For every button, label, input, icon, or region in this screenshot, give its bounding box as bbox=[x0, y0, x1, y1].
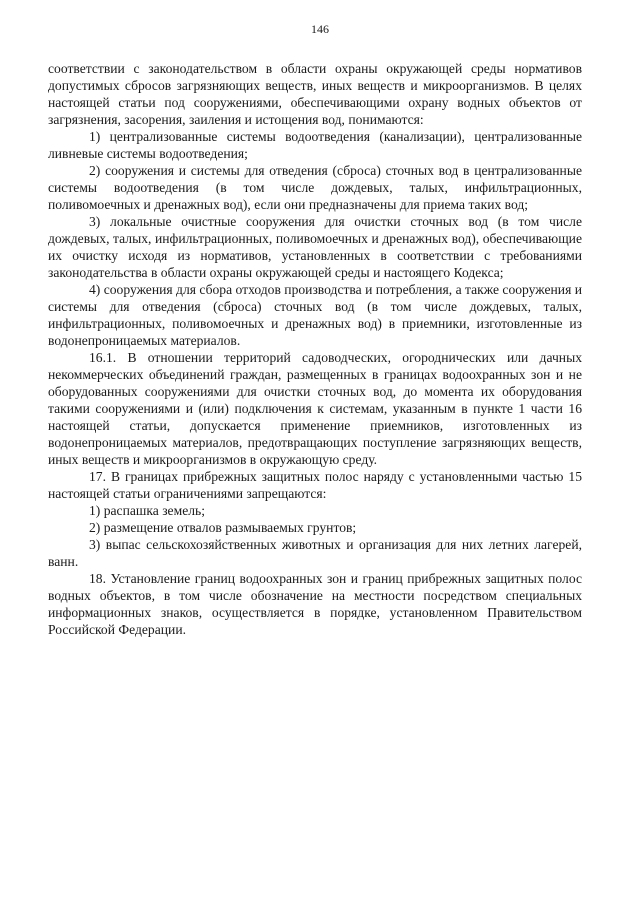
paragraph-item-4: 4) сооружения для сбора отходов производства и потребления, а также сооружения и системы для отведения (сброса) сточных вод (в том числе дождевых, талых, инфильтрационных, поливомоечных и дренажных вод) в приемники, изготовленные из водонепроницаемых материалов. bbox=[48, 282, 583, 348]
page-number: 146 bbox=[311, 22, 329, 36]
paragraph-17-item-1: 1) распашка земель; bbox=[89, 503, 205, 518]
paragraph-section-18: 18. Установление границ водоохранных зон и границ прибрежных защитных полос водных объектов, в том числе обозначение на местности посредством специальных информационных знаков, осуществляется в порядке, установленном Правительством Российской Федерации. bbox=[48, 571, 582, 637]
paragraph-section-17: 17. В границах прибрежных защитных полос наряду с установленными частью 15 настоящей статьи ограничениями запрещаются: bbox=[48, 469, 582, 501]
paragraph-item-3: 3) локальные очистные сооружения для очистки сточных вод (в том числе дождевых, талых, инфильтрационных, поливомоечных и дренажных вод), обеспечивающие их очистку исходя из нормативов, установленных в соответствии с требованиями законодательства в области охраны окружающей среды и настоящего Кодекса; bbox=[48, 214, 582, 280]
document-body bbox=[48, 60, 582, 638]
paragraph-continuation: соответствии с законодательством в области охраны окружающей среды нормативов допустимых сбросов загрязняющих веществ, иных веществ и микроорганизмов. В целях настоящей статьи под сооружениями, обеспечивающими охрану водных объектов от загрязнения, засорения, заиления и истощения вод, понимаются: bbox=[48, 61, 582, 127]
paragraph-section-16-1: 16.1. В отношении территорий садоводческих, огороднических или дачных некоммерческих объединений граждан, размещенных в границах водоохранных зон и не оборудованных сооружениями для очистки сточных вод, до момента их оборудования такими сооружениями и (или) подключения к системам, указанным в пункте 1 части 16 настоящей статьи, допускается применение приемников, изготовленных из водонепроницаемых материалов, предотвращающих поступление загрязняющих веществ, иных веществ и микроорганизмов в окружающую среду. bbox=[48, 350, 582, 467]
paragraph-item-1: 1) централизованные системы водоотведения (канализации), централизованные ливневые системы водоотведения; bbox=[48, 129, 582, 161]
paragraph-item-2: 2) сооружения и системы для отведения (сброса) сточных вод в централизованные системы водоотведения (в том числе дождевых, талых, инфильтрационных, поливомоечных и дренажных вод), если они предназначены для приема таких вод; bbox=[48, 163, 582, 212]
paragraph-17-item-2: 2) размещение отвалов размываемых грунтов; bbox=[89, 520, 357, 535]
paragraph-17-item-3: 3) выпас сельскохозяйственных животных и организация для них летних лагерей, ванн. bbox=[48, 537, 582, 569]
